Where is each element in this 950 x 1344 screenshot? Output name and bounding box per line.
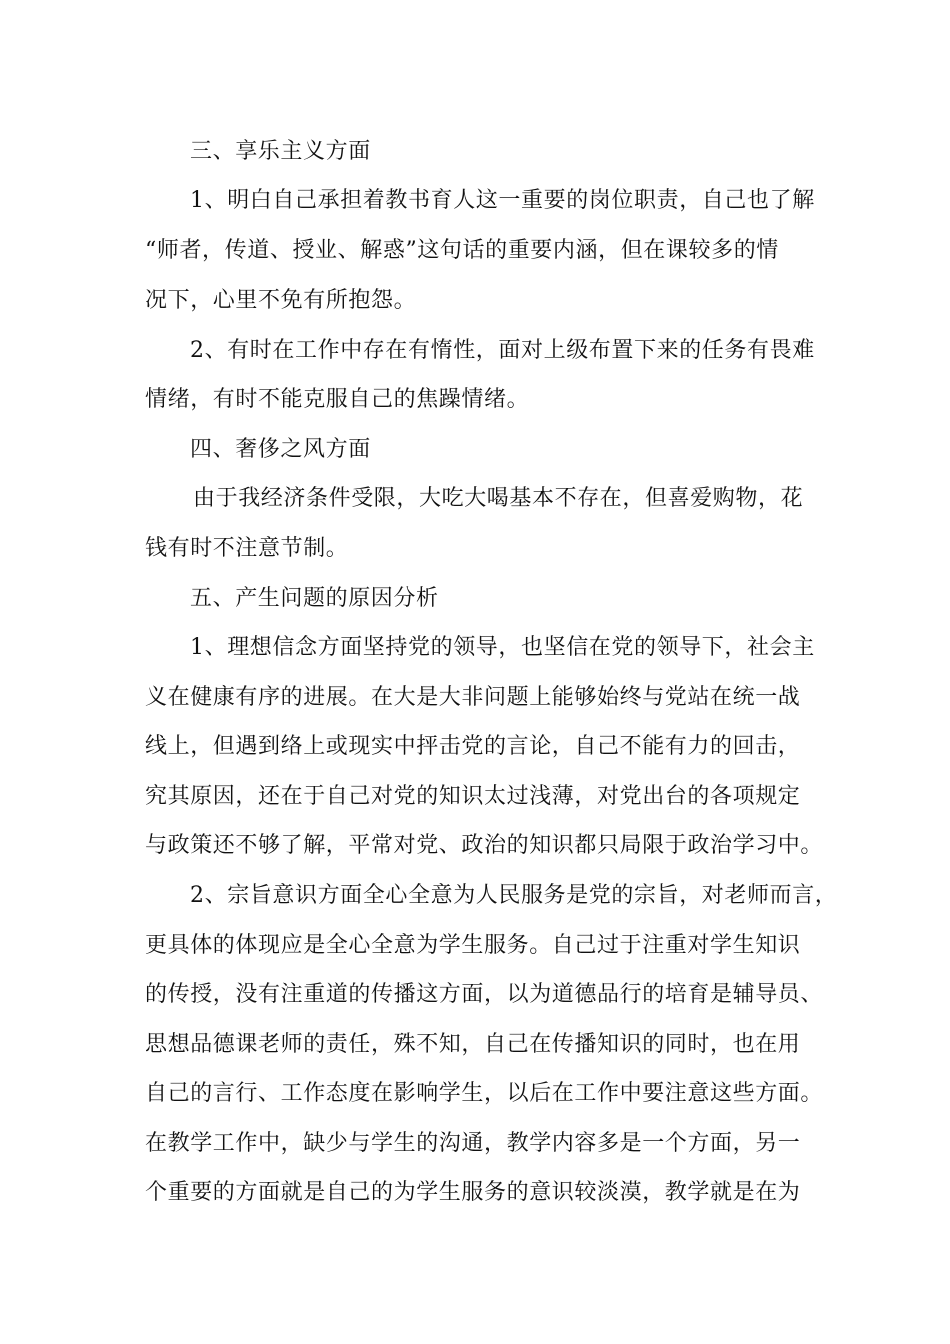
paragraph-line: 究其原因，还在于自己对党的知识太过浅薄，对党出台的各项规定 xyxy=(145,784,801,809)
paragraph-line: 线上，但遇到络上或现实中抨击党的言论，自己不能有力的回击， xyxy=(145,734,801,759)
paragraph-line: 在教学工作中，缺少与学生的沟通，教学内容多是一个方面，另一 xyxy=(145,1131,801,1156)
paragraph-line: “师者，传道、授业、解惑”这句话的重要内涵，但在课较多的情 xyxy=(145,238,779,263)
paragraph-line: 思想品德课老师的责任，殊不知，自己在传播知识的同时，也在用 xyxy=(145,1032,801,1057)
paragraph-line: 义在健康有序的进展。在大是大非问题上能够始终与党站在统一战 xyxy=(145,685,801,710)
heading-extravagance: 四、奢侈之风方面 xyxy=(190,437,371,462)
paragraph-line: 钱有时不注意节制。 xyxy=(145,536,349,561)
paragraph-line: 与政策还不够了解，平常对党、政治的知识都只局限于政治学习中。 xyxy=(145,833,824,858)
heading-cause-analysis: 五、产生问题的原因分析 xyxy=(190,586,439,611)
paragraph-line: 2、有时在工作中存在有惰性，面对上级布置下来的任务有畏难 xyxy=(190,338,815,363)
paragraph-line: 1、理想信念方面坚持党的领导，也坚信在党的领导下，社会主 xyxy=(190,635,815,660)
heading-hedonism: 三、享乐主义方面 xyxy=(190,139,371,164)
paragraph-line: 由于我经济条件受限，大吃大喝基本不存在，但喜爱购物，花 xyxy=(193,486,804,511)
paragraph-line: 自己的言行、工作态度在影响学生，以后在工作中要注意这些方面。 xyxy=(145,1081,824,1106)
paragraph-line: 个重要的方面就是自己的为学生服务的意识较淡漠，教学就是在为 xyxy=(145,1180,801,1205)
paragraph-line: 况下，心里不免有所抱怨。 xyxy=(145,288,417,313)
paragraph-line: 更具体的体现应是全心全意为学生服务。自己过于注重对学生知识 xyxy=(145,933,801,958)
paragraph-line: 情绪，有时不能克服自己的焦躁情绪。 xyxy=(145,387,530,412)
paragraph-line: 的传授，没有注重道的传播这方面，以为道德品行的培育是辅导员、 xyxy=(145,982,824,1007)
paragraph-line: 2、宗旨意识方面全心全意为人民服务是党的宗旨，对老师而言， xyxy=(190,883,838,908)
paragraph-line: 1、明白自己承担着教书育人这一重要的岗位职责，自己也了解 xyxy=(190,188,815,213)
